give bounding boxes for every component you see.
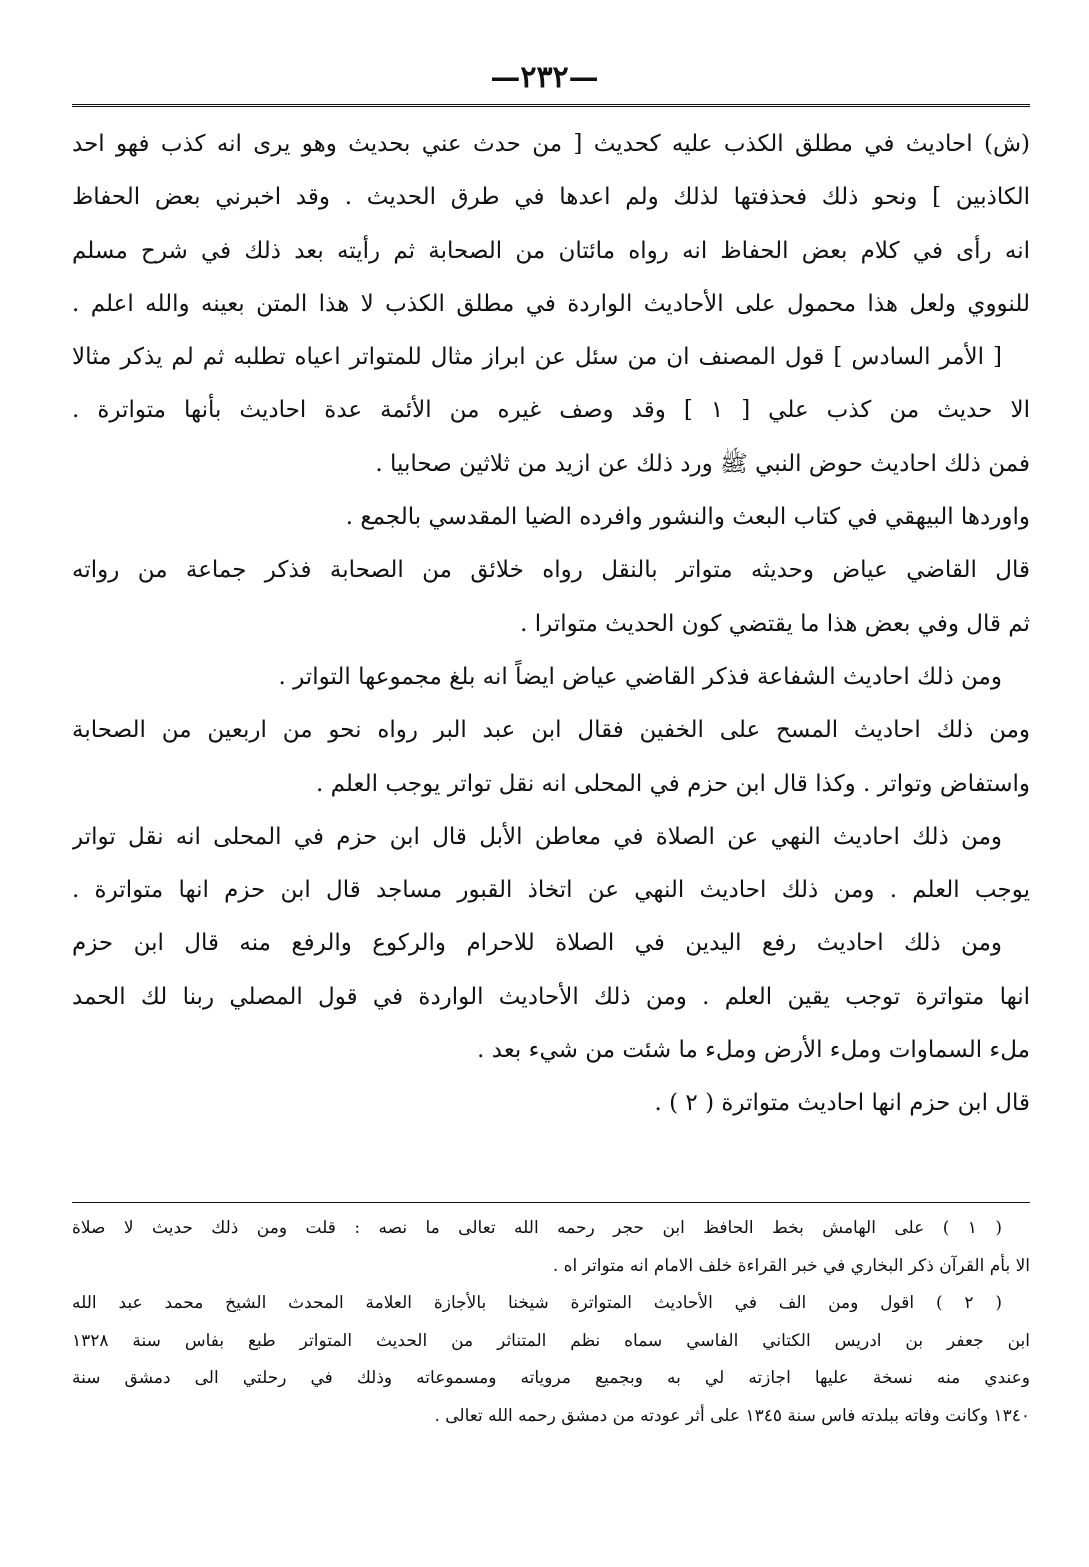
footnote-line: ابن جعفر بن ادريس الكتاني الفاسي سماه نظم المتناثر من الحديث المتواتر طبع بفاس سنة ١٣٢٨: [72, 1330, 1030, 1351]
main-text: [72, 118, 1030, 1131]
text-line: ملء السماوات وملء الأرض وملء ما شئت من شيء بعد .: [477, 1037, 1030, 1064]
text-line: واستفاض وتواتر . وكذا قال ابن حزم في المحلى انه نقل تواتر يوجب العلم .: [315, 770, 1030, 797]
text-line: [ الأمر السادس ] قول المصنف ان من سئل عن ابراز مثال للمتواتر اعياه تطلبه ثم لم يذكر مثالا: [72, 344, 1002, 371]
footnote-line: ( ٢ ) اقول ومن الف في الأحاديث المتواترة شيخنا بالأجازة العلامة المحدث الشيخ محمد عبد الله: [72, 1293, 1002, 1313]
text-line: ومن ذلك احاديث رفع اليدين في الصلاة للاحرام والركوع والرفع منه قال ابن حزم: [72, 930, 1002, 957]
text-line: (ش) احاديث في مطلق الكذب عليه كحديث [ من حدث عني بحديث وهو يرى انه كذب فهو احد: [72, 131, 1030, 157]
text-line: ومن ذلك احاديث النهي عن الصلاة في معاطن الأبل قال ابن حزم في المحلى انه نقل تواتر: [72, 823, 1002, 850]
text-line: الكاذبين ] ونحو ذلك فحذفتها لذلك ولم اعدها في طرق الحديث . وقد اخبرني بعض الحفاظ: [72, 184, 1030, 211]
text-line: قال القاضي عياض وحديثه متواتر بالنقل رواه خلائق من الصحابة فذكر جماعة من رواته: [72, 557, 1030, 584]
footnote-line: ١٣٤٠ وكانت وفاته ببلدته فاس سنة ١٣٤٥ على أثر عودته من دمشق رحمه الله تعالى .: [434, 1405, 1030, 1426]
text-line: واوردها البيهقي في كتاب البعث والنشور وافرده الضيا المقدسي بالجمع .: [345, 504, 1030, 531]
text-line: انه رأى في كلام بعض الحفاظ انه رواه مائتان من الصحابة ثم رأيته بعد ذلك في شرح مسلم: [72, 237, 1030, 264]
footnote-rule: [72, 1202, 1030, 1203]
header-rule: [72, 104, 1030, 107]
footnotes: [72, 1210, 1030, 1435]
text-line: ومن ذلك احاديث الشفاعة فذكر القاضي عياض ايضاً انه بلغ مجموعها التواتر .: [278, 663, 1002, 690]
text-line: ومن ذلك احاديث المسح على الخفين فقال ابن عبد البر رواه نحو من اربعين من الصحابة: [72, 717, 1030, 744]
footnote-line: ( ١ ) على الهامش بخط الحافظ ابن حجر رحمه الله تعالى ما نصه : قلت ومن ذلك حديث لا صلاة: [72, 1218, 1002, 1238]
text-line: يوجب العلم . ومن ذلك احاديث النهي عن اتخاذ القبور مساجد قال ابن حزم انها متواترة .: [72, 877, 1030, 904]
footnote-line: وعندي منه نسخة عليها اجازته لي به وبجميع مروياته ومسموعاته وذلك في رحلتي الى دمشق سنة: [72, 1368, 1030, 1388]
footnote-line: الا بأم القرآن ذكر البخاري في خبر القراءة خلف الامام انه متواتر اه .: [552, 1255, 1030, 1276]
text-line: ثم قال وفي بعض هذا ما يقتضي كون الحديث متواترا .: [520, 610, 1030, 637]
text-line: قال ابن حزم انها احاديث متواترة ( ٢ ) .: [654, 1090, 1030, 1117]
text-line: فمن ذلك احاديث حوض النبي ﷺ ورد ذلك عن ازيد من ثلاثين صحابيا .: [375, 450, 1030, 477]
text-line: انها متواترة توجب يقين العلم . ومن ذلك الأحاديث الواردة في قول المصلي ربنا لك الحمد: [72, 983, 1030, 1010]
page-number: —٢٣٢—: [490, 60, 599, 95]
text-line: للنووي ولعل هذا محمول على الأحاديث الواردة في مطلق الكذب لا هذا المتن بعينه والله اعلم .: [72, 290, 1030, 317]
text-line: الا حديث من كذب علي [ ١ ] وقد وصف غيره من الأئمة عدة احاديث بأنها متواترة .: [72, 397, 1030, 424]
